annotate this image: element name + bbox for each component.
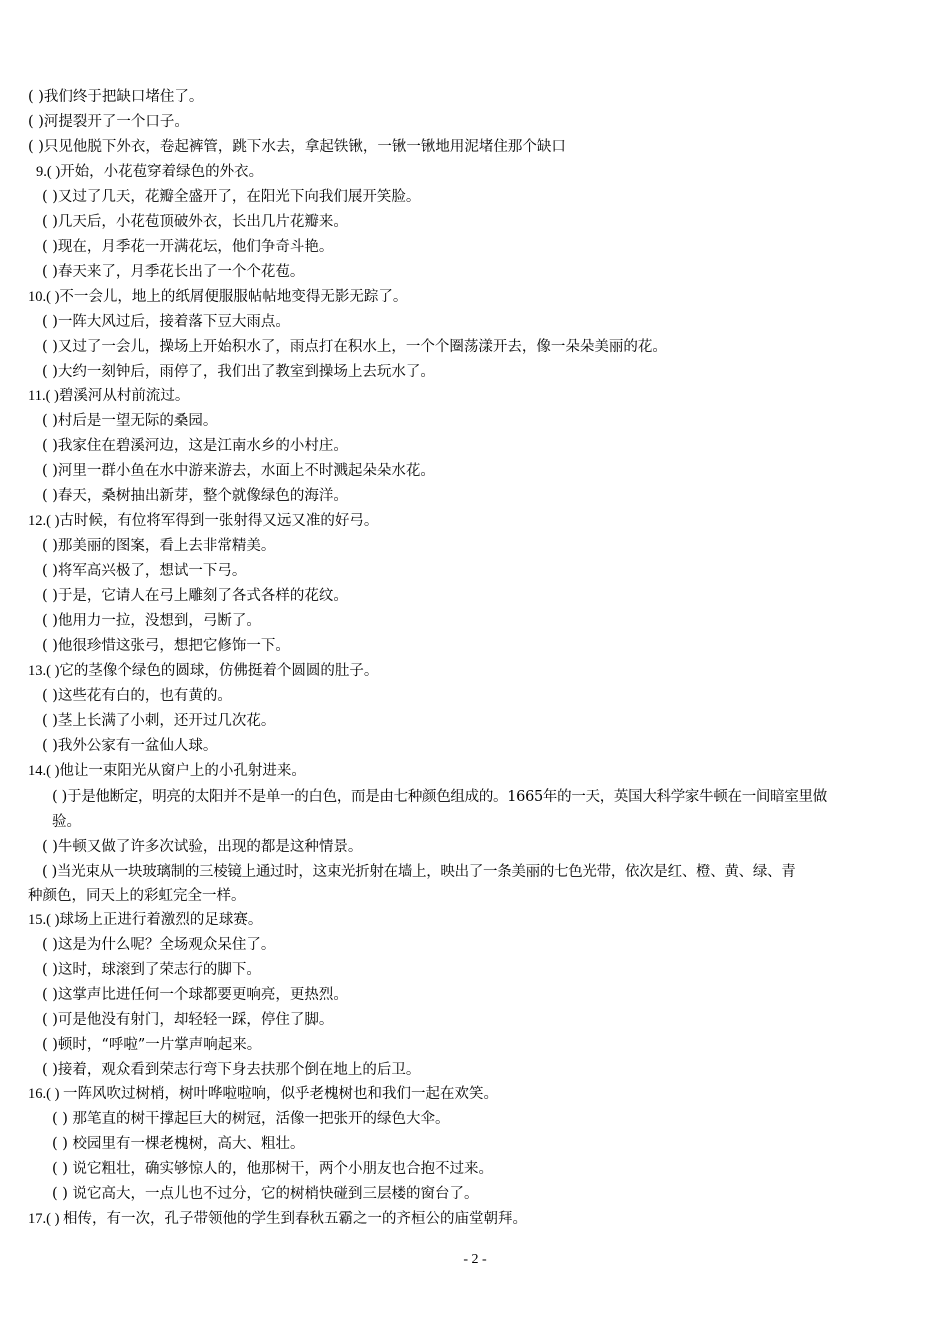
question-line: 15.( )球场上正进行着激烈的足球赛。: [28, 912, 263, 928]
question-line: 12.( )古时候，有位将军得到一张射得又远又准的好弓。: [28, 513, 379, 529]
text-line: ( )于是他断定，明亮的太阳并不是单一的白色，而是由七种颜色组成的。1665年的一天，英国大科学家牛顿在一间暗室里做: [52, 789, 827, 805]
text-line: ( )我们终于把缺口堵住了。: [28, 89, 204, 105]
question-line: 9.( )开始，小花苞穿着绿色的外衣。: [36, 164, 264, 180]
text-line: ( )茎上长满了小刺，还开过几次花。: [42, 713, 276, 729]
text-line: ( )于是，它请人在弓上雕刻了各式各样的花纹。: [42, 588, 348, 604]
text-line: ( )又过了几天，花瓣全盛开了，在阳光下向我们展开笑脸。: [42, 189, 421, 205]
text-line: ( )这是为什么呢？全场观众呆住了。: [42, 937, 276, 953]
question-line: 16.( ) 一阵风吹过树梢，树叶哗啦啦响，似乎老槐树也和我们一起在欢笑。: [28, 1086, 499, 1102]
text-line: ( )大约一刻钟后，雨停了，我们出了教室到操场上去玩水了。: [42, 364, 435, 380]
text-line: ( )当光束从一块玻璃制的三棱镜上通过时，这束光折射在墙上，映出了一条美丽的七色光带，依次是红、橙、黄、绿、青: [42, 864, 796, 880]
text-line: ( )顿时，“呼啦”一片掌声响起来。: [42, 1037, 262, 1053]
text-line: ( )接着，观众看到荣志行弯下身去扶那个倒在地上的后卫。: [42, 1062, 421, 1078]
text-line: 验。: [52, 814, 81, 830]
text-line: 种颜色，同天上的彩虹完全一样。: [28, 888, 246, 904]
text-line: ( )河里一群小鱼在水中游来游去，水面上不时溅起朵朵水花。: [42, 463, 435, 479]
text-line: ( )几天后，小花苞顶破外衣，长出几片花瓣来。: [42, 214, 348, 230]
text-line: ( ) 说它高大，一点儿也不过分，它的树梢快碰到三层楼的窗台了。: [52, 1186, 479, 1202]
text-line: ( )牛顿又做了许多次试验，出现的都是这种情景。: [42, 839, 363, 855]
question-line: 11.( )碧溪河从村前流过。: [28, 388, 190, 404]
question-line: 17.( ) 相传，有一次，孔子带领他的学生到春秋五霸之一的齐桓公的庙堂朝拜。: [28, 1211, 528, 1227]
text-line: ( ) 那笔直的树干撑起巨大的树冠，活像一把张开的绿色大伞。: [52, 1111, 450, 1127]
text-line: ( )这些花有白的，也有黄的。: [42, 688, 232, 704]
text-line: ( )一阵大风过后，接着落下豆大雨点。: [42, 314, 290, 330]
text-line: ( )又过了一会儿，操场上开始积水了，雨点打在积水上，一个个圈荡漾开去，像一朵朵美丽的花。: [42, 339, 667, 355]
question-line: 10.( )不一会儿，地上的纸屑便服服帖帖地变得无影无踪了。: [28, 289, 408, 305]
text-line: ( )这掌声比进任何一个球都要更响亮，更热烈。: [42, 987, 348, 1003]
text-line: ( )这时，球滚到了荣志行的脚下。: [42, 962, 261, 978]
text-line: ( )村后是一望无际的桑园。: [42, 413, 218, 429]
text-line: ( )现在，月季花一开满花坛，他们争奇斗艳。: [42, 239, 334, 255]
text-line: ( )只见他脱下外衣，卷起裤管，跳下水去，拿起铁锹，一锹一锹地用泥堵住那个缺口: [28, 139, 566, 155]
page-number: - 2 -: [463, 1252, 487, 1267]
text-line: ( )那美丽的图案，看上去非常精美。: [42, 538, 276, 554]
text-line: ( )我家住在碧溪河边，这是江南水乡的小村庄。: [42, 438, 348, 454]
text-line: ( )春天来了，月季花长出了一个个花苞。: [42, 264, 305, 280]
text-line: ( ) 说它粗壮，确实够惊人的，他那树干，两个小朋友也合抱不过来。: [52, 1161, 494, 1177]
text-line: ( )可是他没有射门，却轻轻一踩，停住了脚。: [42, 1012, 334, 1028]
text-line: ( )他很珍惜这张弓，想把它修饰一下。: [42, 638, 290, 654]
text-line: ( ) 校园里有一棵老槐树，高大、粗壮。: [52, 1136, 305, 1152]
text-line: ( )他用力一拉，没想到，弓断了。: [42, 613, 261, 629]
text-line: ( )春天，桑树抽出新芽，整个就像绿色的海洋。: [42, 488, 348, 504]
text-line: ( )我外公家有一盆仙人球。: [42, 738, 218, 754]
question-line: 13.( )它的茎像个绿色的圆球，仿佛挺着个圆圆的肚子。: [28, 663, 379, 679]
text-line: ( )将军高兴极了，想试一下弓。: [42, 563, 247, 579]
text-line: ( )河提裂开了一个口子。: [28, 114, 189, 130]
question-line: 14.( )他让一束阳光从窗户上的小孔射进来。: [28, 763, 306, 779]
